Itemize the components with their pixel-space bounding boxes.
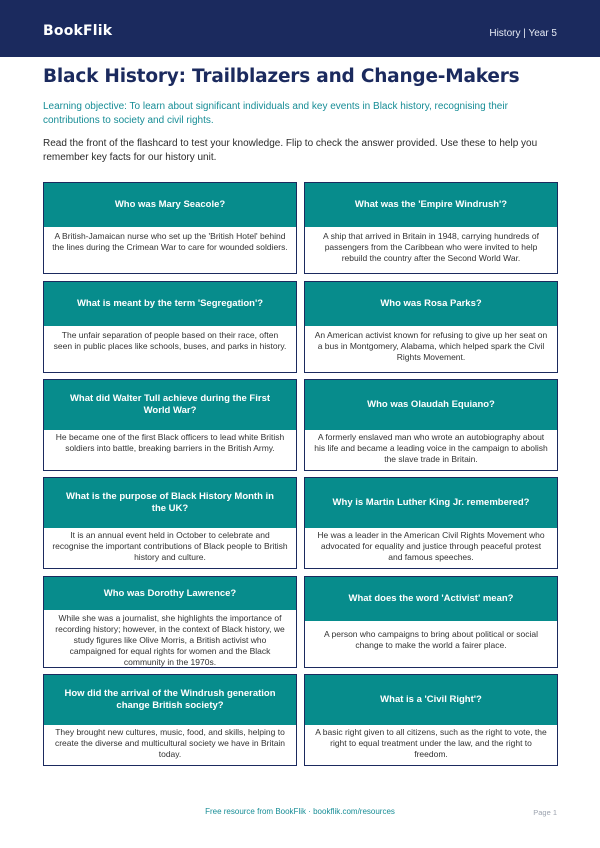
brand-logo[interactable]: BookFlik: [43, 23, 113, 39]
flashcard[interactable]: [304, 281, 558, 373]
flashcard-answer: The unfair separation of people based on their race, often seen in public places like schools, buses, and parks in history.: [53, 330, 287, 351]
flashcard-question: What was the 'Empire Windrush'?: [305, 183, 557, 227]
learning-objective: Learning objective: To learn about significant individuals and key events in Black history, recognising their contributions to society and civil rights.: [43, 101, 508, 126]
page-title: Black History: Trailblazers and Change-Makers: [43, 66, 520, 87]
flashcard-question: What does the word 'Activist' mean?: [305, 577, 557, 621]
flashcard-question: Who was Dorothy Lawrence?: [44, 577, 296, 610]
flashcard-answer: A basic right given to all citizens, such as the right to vote, the right to equal treatment under the law, and the right to freedom.: [315, 727, 547, 759]
flashcard[interactable]: [304, 379, 558, 471]
flashcard-question: What is meant by the term 'Segregation'?: [44, 282, 296, 326]
flashcard-question: How did the arrival of the Windrush generation change British society?: [44, 675, 296, 725]
flashcard-question: Who was Mary Seacole?: [44, 183, 296, 227]
flashcard[interactable]: [304, 674, 558, 766]
flashcard-answer: He became one of the first Black officers to lead white British soldiers into battle, breaking barriers in the British Army.: [55, 432, 285, 453]
instructions: Read the front of the flashcard to test your knowledge. Flip to check the answer provided. Use these to help you remember key facts for our history unit.: [43, 138, 538, 163]
flashcard[interactable]: [304, 182, 558, 274]
page-number: Page 1: [533, 808, 557, 817]
flashcard-answer: It is an annual event held in October to celebrate and recognise the important contributions of Black people to British history and culture.: [52, 530, 288, 562]
flashcard-question: What did Walter Tull achieve during the First World War?: [44, 380, 296, 430]
flashcard-question: Who was Olaudah Equiano?: [305, 380, 557, 430]
flashcard-answer: A ship that arrived in Britain in 1948, carrying hundreds of passengers from the Caribbean who were invited to help rebuild the country after the Second World War.: [323, 231, 539, 263]
flashcard[interactable]: [304, 477, 558, 569]
breadcrumb: History | Year 5: [489, 28, 557, 39]
flashcard-answer: They brought new cultures, music, food, and skills, helping to create the diverse and multicultural society we have in Britain today.: [54, 727, 286, 759]
flashcard-answer: A formerly enslaved man who wrote an autobiography about his life and became a leading voice in the campaign to abolish the slave trade in Britain.: [314, 432, 548, 464]
flashcard-answer: A British-Jamaican nurse who set up the 'British Hotel' behind the lines during the Crimean War to care for wounded soldiers.: [52, 231, 288, 252]
flashcard-question: Who was Rosa Parks?: [305, 282, 557, 326]
flashcard[interactable]: [43, 379, 297, 471]
flashcard-answer: A person who campaigns to bring about political or social change to make the world a fairer place.: [323, 629, 539, 650]
flashcard-question: What is the purpose of Black History Month in the UK?: [44, 478, 296, 528]
flashcard-answer: While she was a journalist, she highlights the importance of recording history; however, in the context of Black history, we study figures like Olive Morris, a British activist who campaigned for equal rights for women and the Black community in the 1970s.: [55, 613, 285, 667]
flashcard[interactable]: [43, 576, 297, 668]
flashcard[interactable]: [43, 477, 297, 569]
top-bar: [0, 0, 600, 57]
flashcard-answer: He was a leader in the American Civil Rights Movement who advocated for equality and justice through peaceful protest and famous speeches.: [317, 530, 545, 562]
flashcard-question: What is a 'Civil Right'?: [305, 675, 557, 725]
flashcard[interactable]: [304, 576, 558, 668]
flashcard[interactable]: [43, 674, 297, 766]
flashcard-question: Why is Martin Luther King Jr. remembered?: [305, 478, 557, 528]
flashcard[interactable]: [43, 281, 297, 373]
flashcard-answer: An American activist known for refusing to give up her seat on a bus in Montgomery, Alabama, which helped spark the Civil Rights Movement.: [314, 330, 548, 362]
flashcard[interactable]: [43, 182, 297, 274]
footer-credit[interactable]: Free resource from BookFlik · bookflik.com/resources: [205, 807, 395, 816]
